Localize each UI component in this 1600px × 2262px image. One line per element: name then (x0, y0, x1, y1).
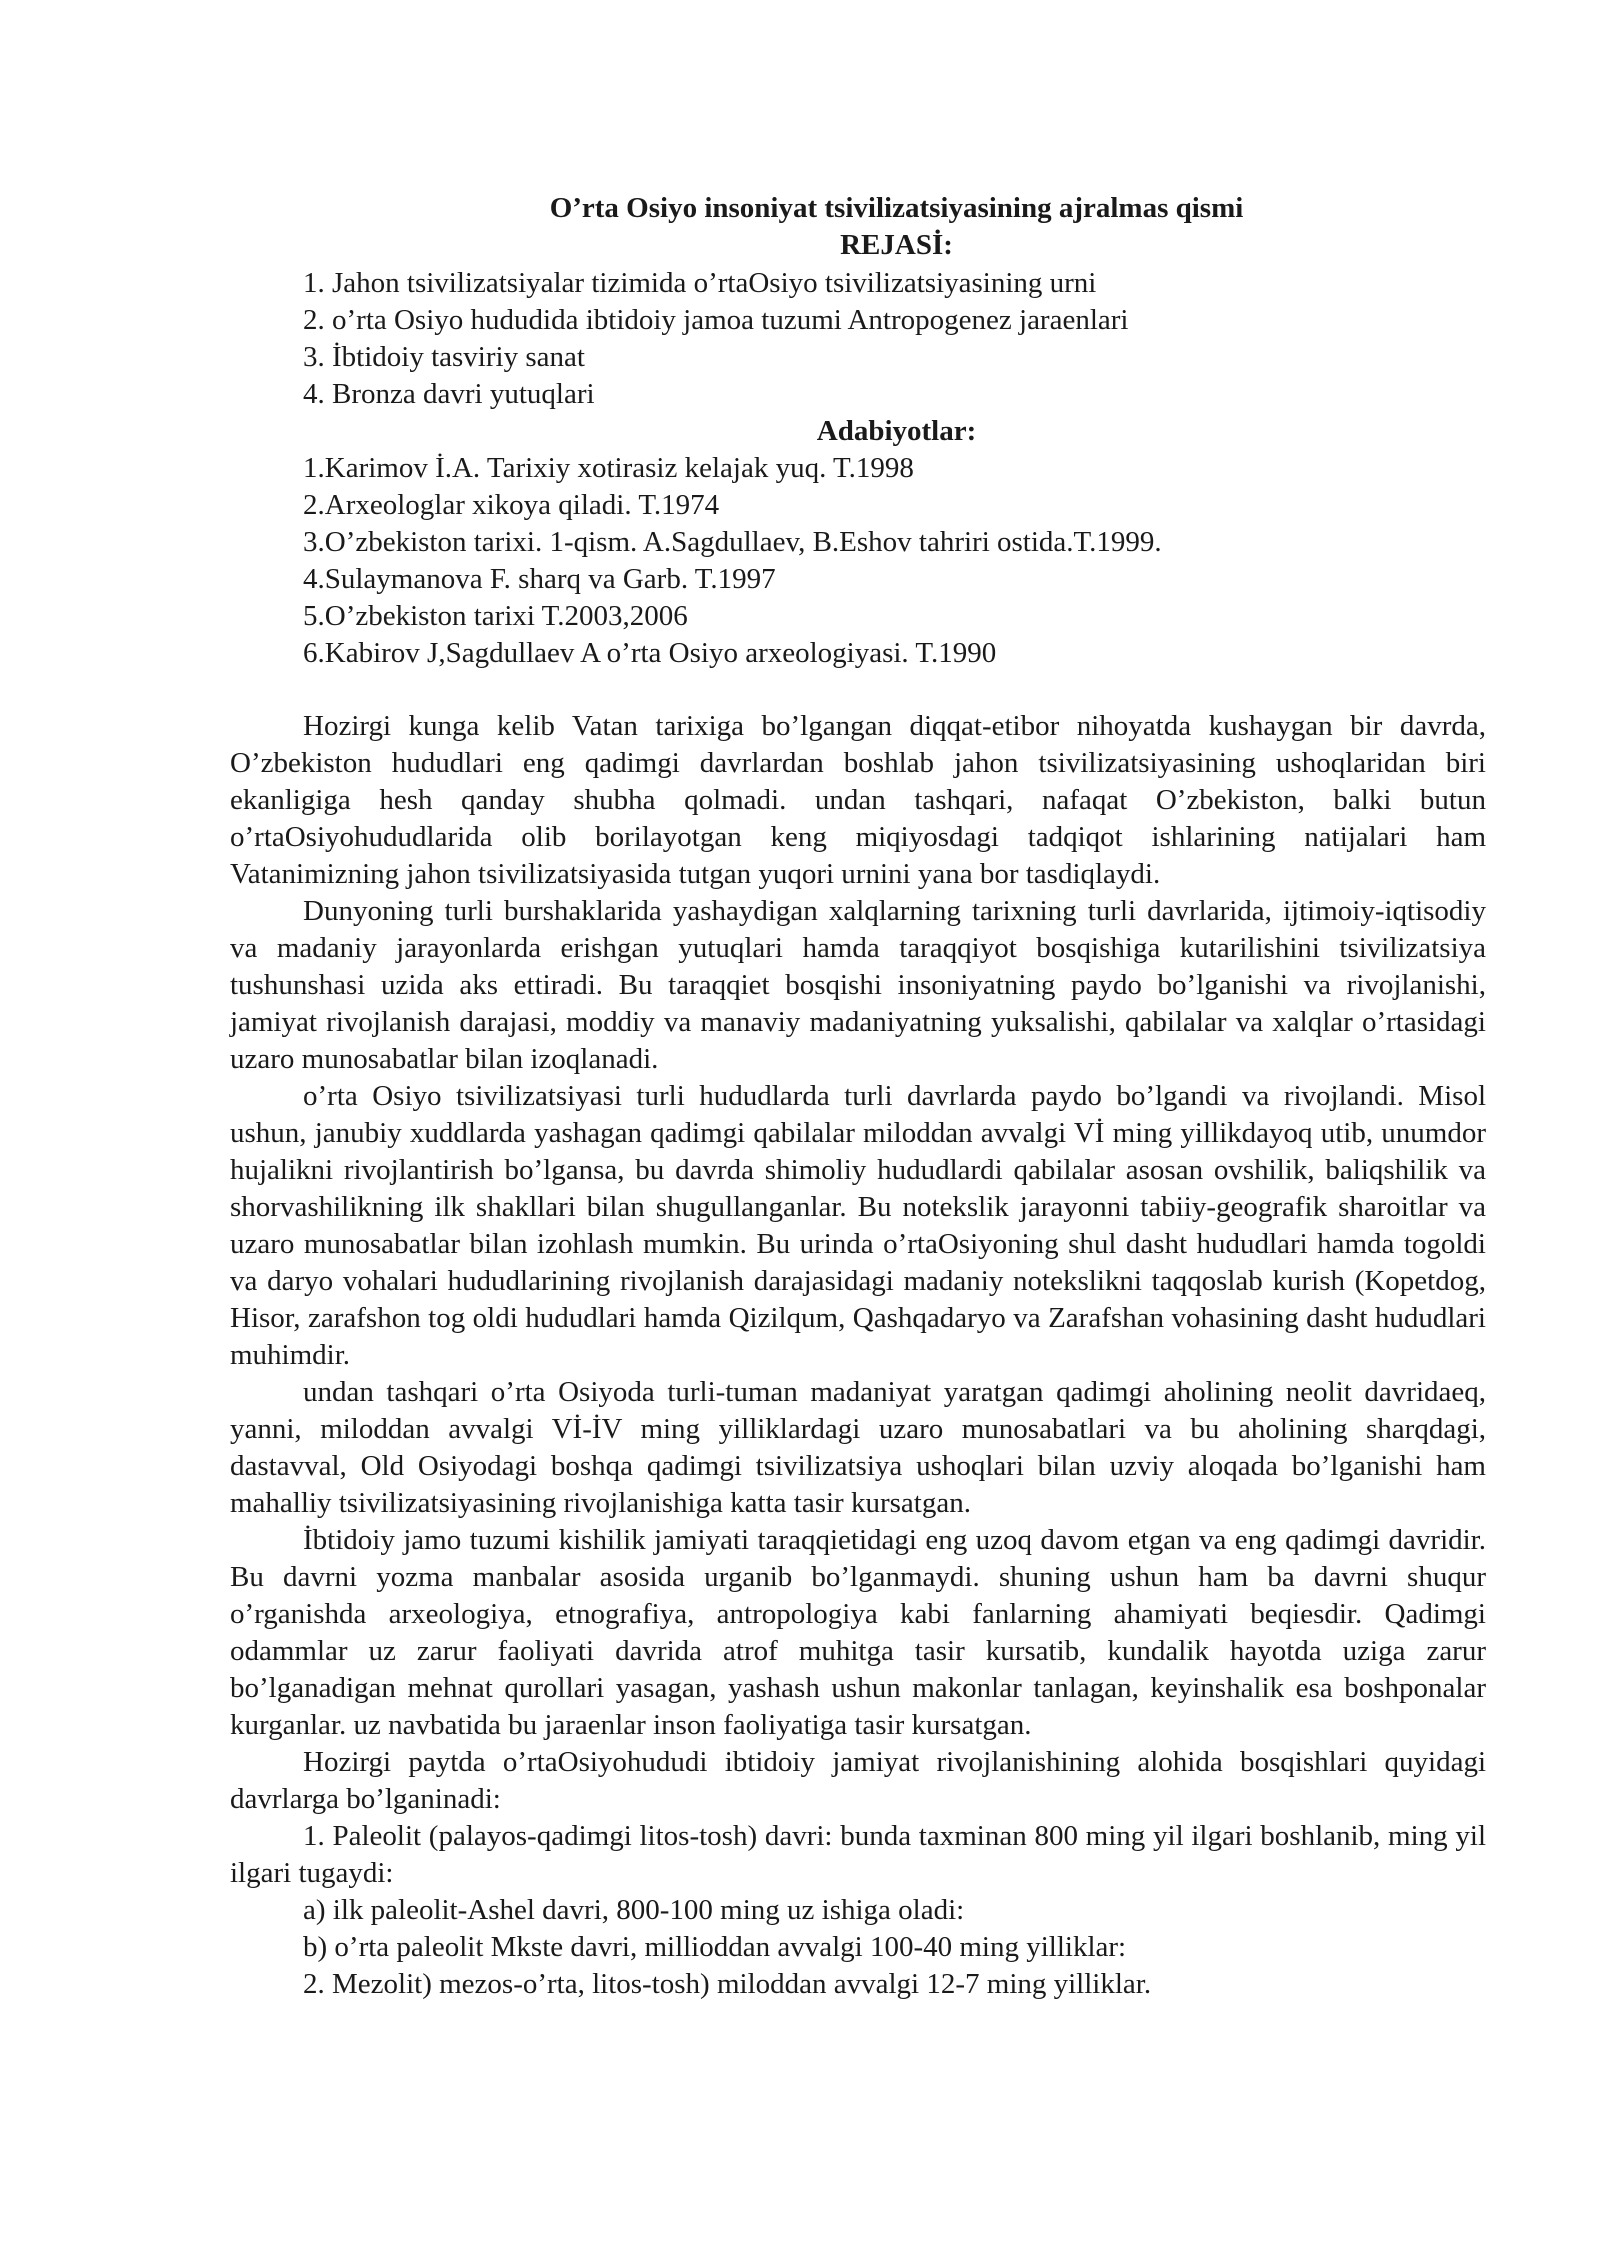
bibliography-list (303, 450, 1162, 672)
plan-item: 1. Jahon tsivilizatsiyalar tizimida o’rtaOsiyo tsivilizatsiyasining urni (303, 267, 1097, 299)
paragraph: İbtidoiy jamo tuzumi kishilik jamiyati taraqqietidagi eng uzoq davom etgan va eng qadimgi davridir. Bu davrni yozma manbalar asosida urganib bo’lganmaydi. shuning ushun ham ba davrni shuqur o’rganishda arxeologiya, etnografiya, antropologiya kabi fanlarning ahamiyati beqiesdir. Qadimgi odammlar uz zarur faoliyati davrida atrof muhitga tasir kursatib, kundalik hayotda uziga zarur bo’lganadigan mehnat qurollari yasagan, yashash ushun makonlar tanlagan, keyinshalik esa boshponalar kurganlar. uz navbatida bu jaraenlar inson faoliyatiga tasir kursatgan. (230, 1524, 1486, 1741)
plan-list (303, 265, 1128, 413)
plan-heading: REJASİ: (840, 229, 953, 261)
plan-item: 3. İbtidoiy tasviriy sanat (303, 341, 585, 373)
bibliography-item: 4.Sulaymanova F. sharq va Garb. T.1997 (303, 563, 776, 595)
paragraph: 1. Paleolit (palayos-qadimgi litos-tosh) davri: bunda taxminan 800 ming yil ilgari boshlanib, ming yil ilgari tugaydi: (230, 1820, 1486, 1889)
bibliography-item: 3.O’zbekiston tarixi. 1-qism. A.Sagdullaev, B.Eshov tahriri ostida.T.1999. (303, 526, 1162, 558)
bibliography-item: 5.O’zbekiston tarixi T.2003,2006 (303, 600, 688, 632)
body-text (230, 708, 1486, 2003)
plan-item: 4. Bronza davri yutuqlari (303, 378, 595, 410)
bibliography-item: 1.Karimov İ.A. Tarixiy xotirasiz kelajak yuq. T.1998 (303, 452, 914, 484)
document-title: O’rta Osiyo insoniyat tsivilizatsiyasining ajralmas qismi (549, 192, 1244, 224)
paragraph: Dunyoning turli burshaklarida yashaydigan xalqlarning tarixning turli davrlarida, ijtimoiy-iqtisodiy va madaniy jarayonlarda erishgan yutuqlari hamda taraqqiyot bosqishiga kutarilishini tsivilizatsiya tushunshasi uzida aks ettiradi. Bu taraqqiet bosqishi insoniyatning paydo bo’lganishi va rivojlanishi, jamiyat rivojlanish darajasi, moddiy va manaviy madaniyatning yuksalishi, qabilalar va xalqlar o’rtasidagi uzaro munosabatlar bilan izoqlanadi. (230, 895, 1486, 1075)
paragraph: o’rta Osiyo tsivilizatsiyasi turli hududlarda turli davrlarda paydo bo’lgandi va rivojlandi. Misol ushun, janubiy xuddlarda yashagan qadimgi qabilalar miloddan avvalgi Vİ ming yillikdayoq utib, unumdor hujalikni rivojlantirish bo’lgansa, bu davrda shimoliy hududlardi qabilalar asosan ovshilik, baliqshilik va shorvashilikning ilk shakllari bilan shugullanganlar. Bu notekslik jarayonni tabiiy-geografik sharoitlar va uzaro munosabatlar bilan izohlash mumkin. Bu urinda o’rtaOsiyoning shul dasht hududlari hamda togoldi va daryo vohalari hududlarining rivojlanish darajasidagi madaniy notekslikni taqqoslab kurish (Kopetdog, Hisor, zarafshon tog oldi hududlari hamda Qizilqum, Qashqadaryo va Zarafshan vohasining dasht hududlari muhimdir. (230, 1080, 1486, 1371)
bibliography-item: 2.Arxeologlar xikoya qiladi. T.1974 (303, 489, 720, 521)
period-list-item: a) ilk paleolit-Ashel davri, 800-100 ming uz ishiga oladi: (303, 1894, 965, 1926)
paragraph: Hozirgi kunga kelib Vatan tarixiga bo’lgangan diqqat-etibor nihoyatda kushaygan bir davrda, O’zbekiston hududlari eng qadimgi davrlardan boshlab jahon tsivilizatsiyasining ushoqlaridan biri ekanligiga hesh qanday shubha qolmadi. undan tashqari, nafaqat O’zbekiston, balki butun o’rtaOsiyohududlarida olib borilayotgan keng miqiyosdagi tadqiqot ishlarining natijalari ham Vatanimizning jahon tsivilizatsiyasida tutgan yuqori urnini yana bor tasdiqlaydi. (230, 710, 1486, 890)
plan-item: 2. o’rta Osiyo hududida ibtidoiy jamoa tuzumi Antropogenez jaraenlari (303, 304, 1129, 336)
period-list-item: 2. Mezolit) mezos-o’rta, litos-tosh) miloddan avvalgi 12-7 ming yilliklar. (303, 1968, 1152, 2000)
period-list-item: b) o’rta paleolit Mkste davri, millioddan avvalgi 100-40 ming yilliklar: (303, 1931, 1127, 1963)
bibliography-item: 6.Kabirov J,Sagdullaev A o’rta Osiyo arxeologiyasi. T.1990 (303, 637, 997, 669)
bibliography-heading: Adabiyotlar: (816, 415, 977, 447)
paragraph: undan tashqari o’rta Osiyoda turli-tuman madaniyat yaratgan qadimgi aholining neolit davridaeq, yanni, miloddan avvalgi Vİ-İV ming yilliklardagi uzaro munosabatlari va bu aholining sharqdagi, dastavval, Old Osiyodagi boshqa qadimgi tsivilizatsiya ushoqlari bilan uzviy aloqada bo’lganishi ham mahalliy tsivilizatsiyasining rivojlanishiga katta tasir kursatgan. (230, 1376, 1486, 1519)
paragraph: Hozirgi paytda o’rtaOsiyohududi ibtidoiy jamiyat rivojlanishining alohida bosqishlari quyidagi davrlarga bo’lganinadi: (230, 1746, 1486, 1815)
